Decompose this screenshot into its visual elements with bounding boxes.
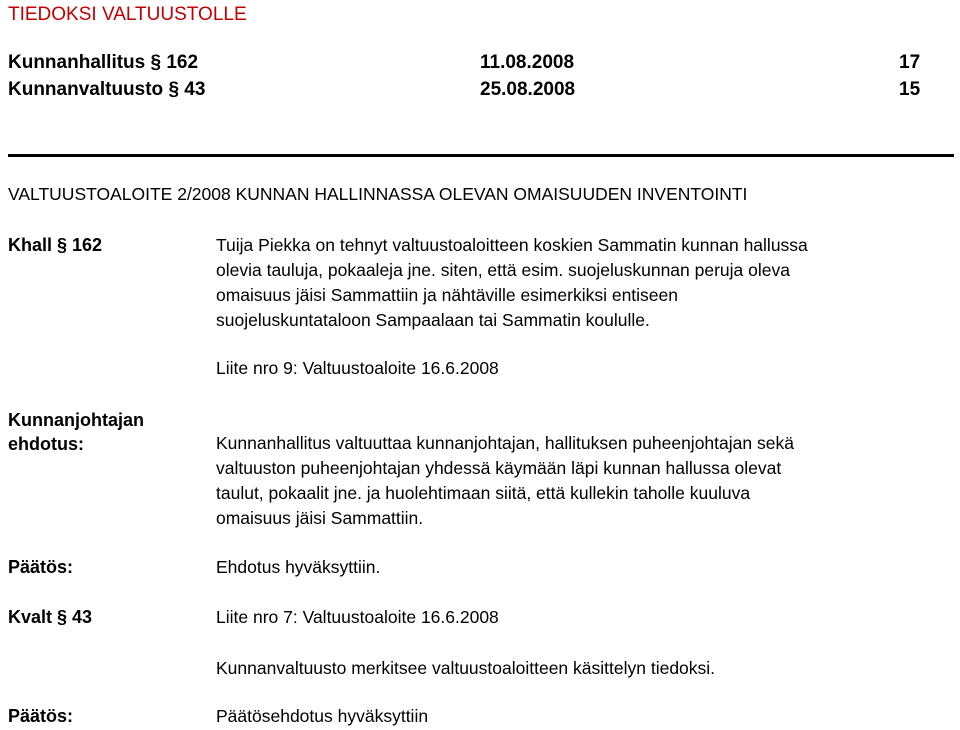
header-divider: [8, 154, 954, 157]
meta-date-2: 25.08.2008: [480, 79, 576, 100]
proposal-paragraph-line: taulut, pokaalit jne. ja huolehtimaan siitä, että kullekin taholle kuuluva: [216, 483, 751, 503]
khall-attachment: Liite nro 9: Valtuustoaloite 16.6.2008: [216, 358, 499, 378]
khall-decision-text: Ehdotus hyväksyttiin.: [216, 557, 381, 577]
kvalt-text: Kunnanvaltuusto merkitsee valtuustoaloitteen käsittelyn tiedoksi.: [216, 658, 716, 678]
section-heading: VALTUUSTOALOITE 2/2008 KUNNAN HALLINNASSA OLEVAN OMAISUUDEN INVENTOINTI: [8, 184, 748, 204]
kvalt-label: Kvalt § 43: [8, 607, 93, 627]
khall-decision-label: Päätös:: [8, 557, 74, 577]
meta-body-2: Kunnanvaltuusto § 43: [8, 79, 206, 100]
kvalt-decision-text: Päätösehdotus hyväksyttiin: [216, 706, 429, 726]
khall-paragraph-line: omaisuus jäisi Sammattiin ja nähtäville esimerkiksi entiseen: [216, 285, 678, 305]
kvalt-decision-label: Päätös:: [8, 706, 74, 726]
meta-date-1: 11.08.2008: [480, 52, 575, 73]
khall-paragraph-line: olevia tauluja, pokaaleja jne. siten, että esim. suojeluskunnan peruja oleva: [216, 260, 790, 280]
document-type-title: TIEDOKSI VALTUUSTOLLE: [8, 4, 247, 25]
proposal-paragraph-line: omaisuus jäisi Sammattiin.: [216, 508, 424, 528]
proposal-label-line2: ehdotus:: [8, 434, 84, 454]
khall-paragraph-line: suojeluskuntataloon Sampaalaan tai Sammatin koululle.: [216, 310, 650, 330]
khall-paragraph: [216, 233, 946, 333]
proposal-paragraph-line: valtuuston puheenjohtajan yhdessä käymään läpi kunnan hallussa olevat: [216, 458, 782, 478]
proposal-label-line1: Kunnanjohtajan: [8, 410, 144, 430]
meta-page-2: 15: [899, 79, 921, 100]
khall-label: Khall § 162: [8, 235, 103, 255]
khall-paragraph-line: Tuija Piekka on tehnyt valtuustoaloitteen koskien Sammatin kunnan hallussa: [216, 235, 808, 255]
meta-page-1: 17: [899, 52, 921, 73]
proposal-paragraph-line: Kunnanhallitus valtuuttaa kunnanjohtajan, hallituksen puheenjohtajan sekä: [216, 433, 794, 453]
kvalt-attachment: Liite nro 7: Valtuustoaloite 16.6.2008: [216, 607, 499, 627]
meta-body-1: Kunnanhallitus § 162: [8, 52, 199, 73]
proposal-paragraph: [216, 431, 946, 531]
